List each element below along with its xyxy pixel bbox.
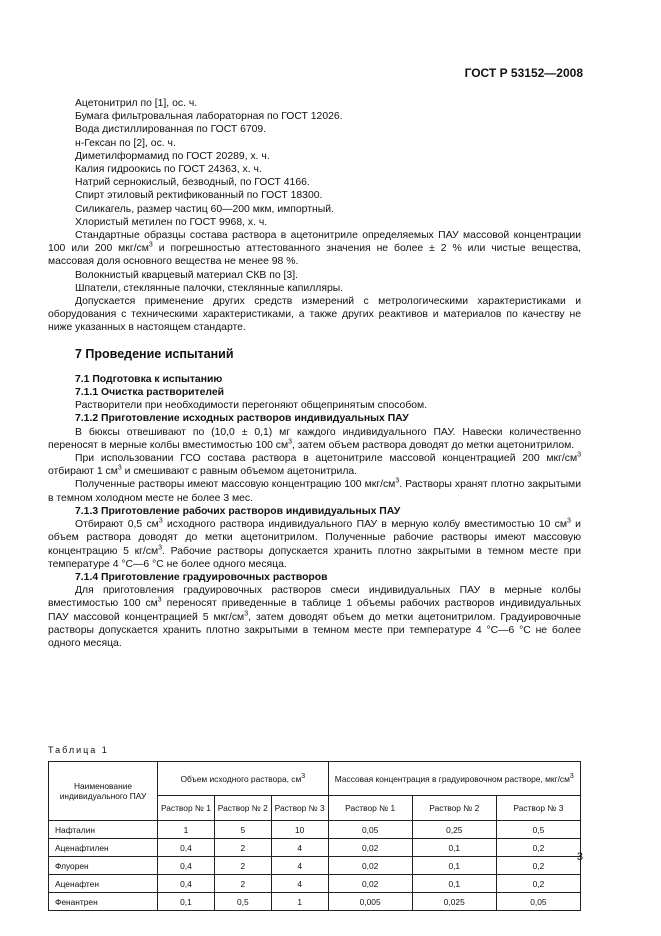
table-row [49,839,581,857]
table-cell: 0,02 [328,875,412,893]
sub-header: Раствор № 1 [158,796,215,821]
table-row [49,857,581,875]
material-item: Калия гидроокись по ГОСТ 24363, х. ч. [75,164,262,176]
table-cell: 0,2 [496,839,580,857]
table-cell: 10 [271,821,328,839]
main-text [48,97,581,650]
pah-name: Флуорен [49,857,158,875]
paragraph: Для приготовления градуировочных растворов смеси индивидуальных ПАУ в мерные колбы вместимостью 100 $см^3$ переносят приведенные в таблице 1 объемы рабочих растворов индивидуальных ПАУ массовой концентрацией 5 мкг/$см^3$, затем доводят объем до метки ацетонитрилом. Градуировочные растворы допускается хранить плотно закрытыми в темном месте при температуре 4 °С—6 °С не более одного месяца. [48,585,581,649]
table-cell: 2 [214,857,271,875]
table-cell: 0,1 [158,893,215,911]
table-caption: Таблица 1 [48,745,109,755]
subsection-title: 7.1 Подготовка к испытанию [75,373,223,385]
material-item: Диметилформамид по ГОСТ 20289, х. ч. [75,150,270,162]
col-group-concentration: Массовая концентрация в градуировочном растворе, мкг/$см^3$ [328,762,580,796]
table-cell: 0,05 [328,821,412,839]
table-cell: 0,005 [328,893,412,911]
table-cell: 0,4 [158,875,215,893]
table-row [49,875,581,893]
material-item: Ацетонитрил по [1], ос. ч. [75,98,198,109]
col-group-volume: Объем исходного раствора, $см^3$ [158,762,329,796]
table-cell: 5 [214,821,271,839]
subsection-title: 7.1.1 Очистка растворителей [75,387,225,399]
sub-header: Раствор № 2 [412,796,496,821]
subsection-title: 7.1.4 Приготовление градуировочных растворов [75,571,328,583]
paragraph: Растворители при необходимости перегоняют общепринятым способом. [75,400,428,412]
paragraph: Отбирают 0,5 $см^3$ исходного раствора индивидуального ПАУ в мерную колбу вместимостью 10 $см^3$ и объем раствора доводят до метки ацетонитрилом. Полученные рабочие растворы имеют массовую концентрацию 5 $кг/см^3$. Рабочие растворы допускается хранить плотно закрытыми в темном месте при температуре 4 °С—6 °С не более одного месяца. [48,517,582,570]
table-cell: 0,05 [496,893,580,911]
standard-number-header: ГОСТ Р 53152—2008 [464,66,583,80]
sub-header: Раствор № 1 [328,796,412,821]
material-item: Волокнистый кварцевый материал СКВ по [3]. [75,269,298,281]
material-item: Натрий сернокислый, безводный, по ГОСТ 4166. [75,177,310,189]
material-item: Спирт этиловый ректификованный по ГОСТ 18300. [75,190,323,202]
allowed-paragraph: Допускается применение других средств измерений с метрологическими характеристиками и оборудования с техническими характеристиками, а также других реактивов и материалов по качеству не ниже указанных в настоящем стандарте. [48,296,581,334]
table-cell: 0,2 [496,875,580,893]
paragraph: Полученные растворы имеют массовую концентрацию 100 мкг/$см^3$. Растворы хранят плотно закрытыми в темном холодном месте не более 3 мес. [48,478,582,504]
material-item: Силикагель, размер частиц 60—200 мкм, импортный. [75,203,334,215]
table-cell: 1 [158,821,215,839]
table-cell: 0,4 [158,857,215,875]
table-row [49,893,581,911]
pah-name: Аценафтен [49,875,158,893]
pah-name: Нафталин [49,821,158,839]
table-cell: 0,1 [412,875,496,893]
material-item: Шпатели, стеклянные палочки, стеклянные капилляры. [75,282,344,294]
table-cell: 0,02 [328,839,412,857]
table-cell: 0,1 [412,839,496,857]
table-cell: 2 [214,839,271,857]
sub-header: Раствор № 3 [271,796,328,821]
pah-name: Аценафтилен [49,839,158,857]
material-item: Бумага фильтровальная лабораторная по ГОСТ 12026. [75,111,343,123]
paragraph: В бюксы отвешивают по (10,0 ± 0,1) мг каждого индивидуального ПАУ. Навески количественно переносят в мерные колбы вместимостью 100 $см^3$, затем объем раствора доводят до метки ацетонитрилом. [48,426,581,451]
table-cell: 0,02 [328,857,412,875]
material-item: Вода дистиллированная по ГОСТ 6709. [75,124,267,136]
table-cell: 0,25 [412,821,496,839]
table-cell: 0,025 [412,893,496,911]
pah-name: Фенантрен [49,893,158,911]
material-item: н-Гексан по [2], ос. ч. [75,137,176,149]
subsection-title: 7.1.2 Приготовление исходных растворов индивидуальных ПАУ [75,413,409,425]
table-cell: 4 [271,875,328,893]
subsection-title: 7.1.3 Приготовление рабочих растворов индивидуальных ПАУ [75,505,401,517]
table-cell: 0,5 [496,821,580,839]
paragraph: При использовании ГСО состава раствора в ацетонитриле массовой концентрацией 200 мкг/$см^3$ отбирают 1 $см^3$ и смешивают с равным объемом ацетонитрила. [48,451,581,478]
col-header-name: Наименование индивидуального ПАУ [49,762,158,821]
table-cell: 4 [271,839,328,857]
standards-paragraph: Стандартные образцы состава раствора в ацетонитриле определяемых ПАУ массовой концентрации 100 или 200 мкг/$см^3$ и погрешностью аттестованного значения не более ± 2 % или чистые вещества, массовая доля основного вещества не менее 98 %. [48,230,581,268]
section-title: 7 Проведение испытаний [75,346,234,361]
table-cell: 2 [214,875,271,893]
table-cell: 0,1 [412,857,496,875]
material-item: Хлористый метилен по ГОСТ 9968, х. ч. [75,216,268,228]
table-cell: 0,2 [496,857,580,875]
table-cell: 0,4 [158,839,215,857]
sub-header: Раствор № 2 [214,796,271,821]
sub-header: Раствор № 3 [496,796,580,821]
table-cell: 0,5 [214,893,271,911]
data-table [48,761,581,911]
table-cell: 4 [271,857,328,875]
table-row [49,821,581,839]
table-cell: 1 [271,893,328,911]
page-number: 3 [576,851,583,863]
